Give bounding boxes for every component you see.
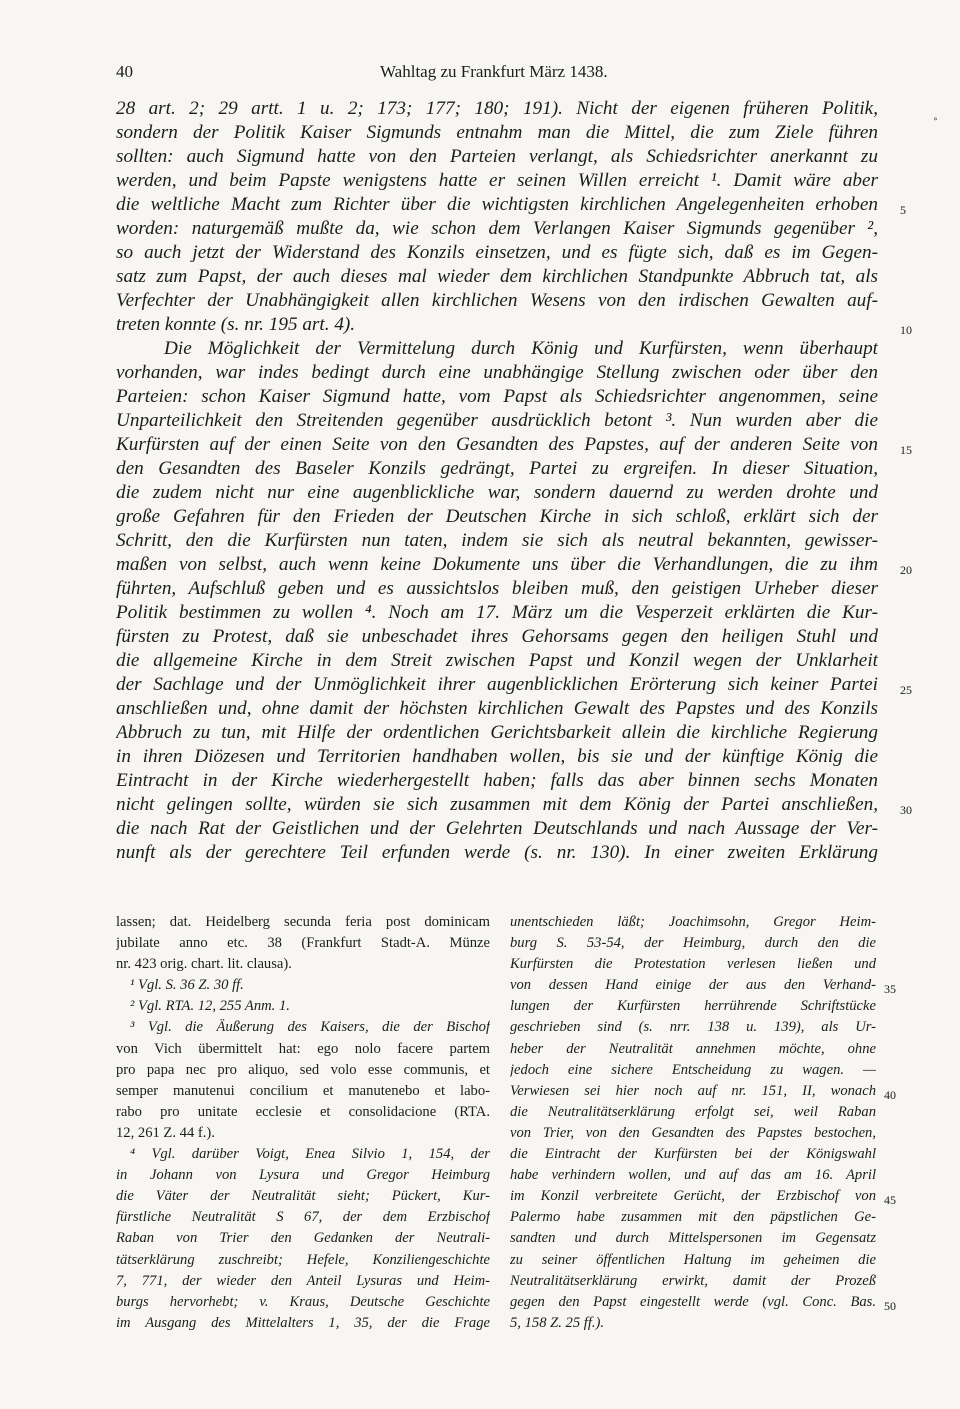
footnote-line: ¹ Vgl. S. 36 Z. 30 ff. xyxy=(130,977,244,994)
footnote-line: jubilate anno etc. 38 (Frankfurt Stadt-A. Münze xyxy=(116,935,490,952)
footnote-line: semper manutenui concilium et manutenebo et labo- xyxy=(116,1082,490,1099)
text-line: sollten: auch Sigmund hatte von den Parteien verlangt, als Schiedsrichter anerkannt zu xyxy=(116,146,878,167)
line-number: 45 xyxy=(884,1193,896,1207)
text-line: vorhanden, war indes bedingt durch eine unabhängige Stellung zwischen oder über den xyxy=(116,362,878,383)
footnote-line: zu seiner öffentlichen Haltung im geheimen die xyxy=(510,1251,876,1268)
line-number: 20 xyxy=(900,563,912,577)
footnote-line: tätserklärung zuschreibt; Hefele, Konziliengeschichte xyxy=(116,1251,490,1268)
text-line: anschließen und, ohne damit der höchsten kirchlichen Gewalt des Papstes und des Konzils xyxy=(116,698,878,719)
text-line: der Sachlage und der Unmöglichkeit ihrer augenblicklichen Erörterung sich keiner Partei xyxy=(116,674,878,695)
footnote-line: burgs hervorhebt; v. Kraus, Deutsche Geschichte xyxy=(116,1293,490,1310)
text-line: Unparteilichkeit den Streitenden gegenüber ausdrücklich betont ³. Nun wurden aber die xyxy=(116,410,878,431)
footnote-line: Raban von Trier den Gedanken der Neutrali- xyxy=(116,1230,490,1247)
footnote-line: im Ausgang des Mittelalters 1, 35, der die Frage xyxy=(116,1314,490,1331)
text-line: nicht gelingen sollte, würden sie sich zusammen mit dem König der Partei anschließen, xyxy=(116,794,878,815)
text-line: Politik bestimmen zu wollen ⁴. Noch am 17. März um die Vesperzeit erklärten die Kur- xyxy=(116,602,878,623)
footnote-line: 12, 261 Z. 44 f.). xyxy=(116,1124,215,1141)
text-line: maßen von selbst, auch wenn keine Dokumente uns über die Verhandlungen, die zu ihm xyxy=(116,554,878,575)
text-line: worden: naturgemäß mußte da, wie schon dem Verlangen Kaiser Sigmunds gegenüber ², xyxy=(116,218,878,239)
footnote-line: ⁴ Vgl. darüber Voigt, Enea Silvio 1, 154, der xyxy=(130,1146,490,1163)
line-number: 5 xyxy=(900,203,906,217)
footnote-line: fürstliche Neutralität S 67, der dem Erzbischof xyxy=(116,1209,490,1226)
footnote-line: Kurfürsten die Protestation verlesen ließen und xyxy=(510,956,876,973)
footnote-line: nr. 423 orig. chart. lit. clausa). xyxy=(116,956,292,973)
footnote-line: die Väter der Neutralität sieht; Pückert, Kur- xyxy=(116,1188,490,1205)
running-title: Wahltag zu Frankfurt März 1438. xyxy=(380,62,608,81)
text-line: fürsten zu Protest, daß sie unbeschadet ihres Gehorsams gegen den heiligen Stuhl und xyxy=(116,626,878,647)
footnote-line: rabo pro unitate ecclesie et consolidacione (RTA. xyxy=(116,1103,490,1120)
text-line: die weltliche Macht zum Richter über die wichtigsten kirchlichen Angelegenheiten erhoben xyxy=(116,194,878,215)
footnote-line: Palermo habe zusammen mit den päpstlichen Ge- xyxy=(510,1209,876,1226)
footnote-line: ² Vgl. RTA. 12, 255 Anm. 1. xyxy=(130,998,290,1015)
footnote-line: im Konzil verbreitete Gerücht, der Erzbischof von xyxy=(510,1188,876,1205)
footnote-line: die Neutralitätserklärung erfolgt sei, weil Raban xyxy=(510,1103,876,1120)
text-line: so auch jetzt der Widerstand des Konzils einsetzen, und es fügte sich, daß es im Gegen- xyxy=(116,242,878,263)
line-number: 40 xyxy=(884,1088,896,1102)
line-number: 30 xyxy=(900,803,912,817)
footnote-line: von Trier, von den Gesandten des Papstes bestochen, xyxy=(510,1124,876,1141)
text-line: Abbruch zu tun, mit Hilfe der ordentlichen Gerichtsbarkeit allein die kirchliche Regierung xyxy=(116,722,878,743)
footnote-line: pro papa nec pro aliquo, sed volo esse communis, et xyxy=(116,1061,490,1078)
text-line: sondern der Politik Kaiser Sigmunds entnahm man die Mittel, die zum Ziele führen xyxy=(116,122,878,143)
footnote-line: 7, 771, der wieder den Anteil Lysuras und Heim- xyxy=(116,1272,490,1289)
text-line: werden, und beim Papste wenigstens hatte er seinen Willen erreicht ¹. Damit wäre aber xyxy=(116,170,878,191)
footnote-line: lassen; dat. Heidelberg secunda feria post dominicam xyxy=(116,914,490,930)
line-number: 10 xyxy=(900,323,912,337)
footnote-line: heber der Neutralität annehmen möchte, ohne xyxy=(510,1040,876,1057)
text-line: 28 art. 2; 29 artt. 1 u. 2; 173; 177; 180; 191). Nicht der eigenen früheren Politik, xyxy=(116,98,878,119)
footnote-line: Neutralitätserklärung erwirkt, damit der Prozeß xyxy=(510,1272,876,1289)
footnote-line: lungen der Kurfürsten herrührende Schriftstücke xyxy=(510,998,876,1015)
text-line: Schritt, den die Kurfürsten nun taten, indem sie sich als neutral bekannten, gewisser- xyxy=(116,530,878,551)
footnote-line: gegen den Papst eingestellt werde (vgl. Conc. Bas. xyxy=(510,1293,876,1310)
footnote-line: die Eintracht der Kurfürsten bei der Königswahl xyxy=(510,1146,876,1163)
footnote-line: unentschieden läßt; Joachimsohn, Gregor Heim- xyxy=(510,914,876,930)
text-line: große Gefahren für den Frieden der Deutschen Kirche in sich schloß, erklärt sich der xyxy=(116,506,878,527)
text-line: Kurfürsten auf der einen Seite von den Gesandten des Papstes, auf der anderen Seite von xyxy=(116,434,878,455)
footnote-line: Verwiesen sei hier noch auf nr. 151, II, wonach xyxy=(510,1082,876,1099)
footnote-line: jedoch eine sichere Entscheidung zu wagen. — xyxy=(510,1061,876,1078)
footnote-line: von Vich übermittelt hat: ego nolo facere partem xyxy=(116,1040,490,1057)
text-line: die allgemeine Kirche in dem Streit zwischen Papst und Konzil wegen der Unklarheit xyxy=(116,650,878,671)
footnote-line: burg S. 53-54, der Heimburg, durch den die xyxy=(510,935,876,952)
footnotes-left-column xyxy=(116,912,490,1334)
footnote-line: von dessen Hand einige der aus den Verhand- xyxy=(510,977,876,994)
line-number: 15 xyxy=(900,443,912,457)
text-line: in ihren Diözesen und Territorien handhaben wollen, bis sie und der künftige König die xyxy=(116,746,878,767)
text-line: Parteien: schon Kaiser Sigmund hatte, vom Papst als Schiedsrichter angenommen, seine xyxy=(116,386,878,407)
text-line: die nach Rat der Geistlichen und der Gelehrten Deutschlands und nach Aussage der Ver- xyxy=(116,818,878,839)
footnote-line: sandten und durch Mittelspersonen im Gegensatz xyxy=(510,1230,876,1247)
page-number: 40 xyxy=(116,62,133,81)
line-number: 50 xyxy=(884,1299,896,1313)
page-header xyxy=(116,62,876,86)
margin-mark-icon: ∘ xyxy=(933,114,938,125)
text-line: Die Möglichkeit der Vermittelung durch König und Kurfürsten, wenn überhaupt xyxy=(164,338,878,359)
text-line: den Gesandten des Baseler Konzils gedrängt, Partei zu ergreifen. In dieser Situation, xyxy=(116,458,878,479)
line-number: 25 xyxy=(900,683,912,697)
footnote-line: geschrieben sind (s. nrr. 138 u. 139), als Ur- xyxy=(510,1019,876,1036)
text-line: satz zum Papst, der auch dieses mal wieder dem kirchlichen Standpunkte Abbruch tat, als xyxy=(116,266,878,287)
line-number: 35 xyxy=(884,982,896,996)
footnote-line: in Johann von Lysura und Gregor Heimburg xyxy=(116,1167,490,1184)
footnotes-right-column xyxy=(510,912,876,1334)
text-line: Verfechter der Unabhängigkeit allen kirchlichen Wesens von den irdischen Gewalten auf- xyxy=(116,290,878,311)
footnote-line: ³ Vgl. die Äußerung des Kaisers, die der Bischof xyxy=(130,1019,490,1036)
text-line: nunft als der gerechtere Teil erfunden werde (s. nr. 130). In einer zweiten Erklärung xyxy=(116,842,878,863)
text-line: Eintracht in der Kirche wiederhergestellt haben; falls das aber binnen sechs Monaten xyxy=(116,770,878,791)
text-line: die zudem nicht nur eine augenblickliche war, sondern dauernd zu werden drohte und xyxy=(116,482,878,503)
text-line: treten konnte (s. nr. 195 art. 4). xyxy=(116,314,356,335)
text-line: führten, Aufschluß geben und es aussichtslos bleiben muß, den geistigen Urheber dieser xyxy=(116,578,878,599)
footnote-line: 5, 158 Z. 25 ff.). xyxy=(510,1314,605,1331)
footnote-line: habe verhindern wollen, und auf das am 16. April xyxy=(510,1167,876,1184)
